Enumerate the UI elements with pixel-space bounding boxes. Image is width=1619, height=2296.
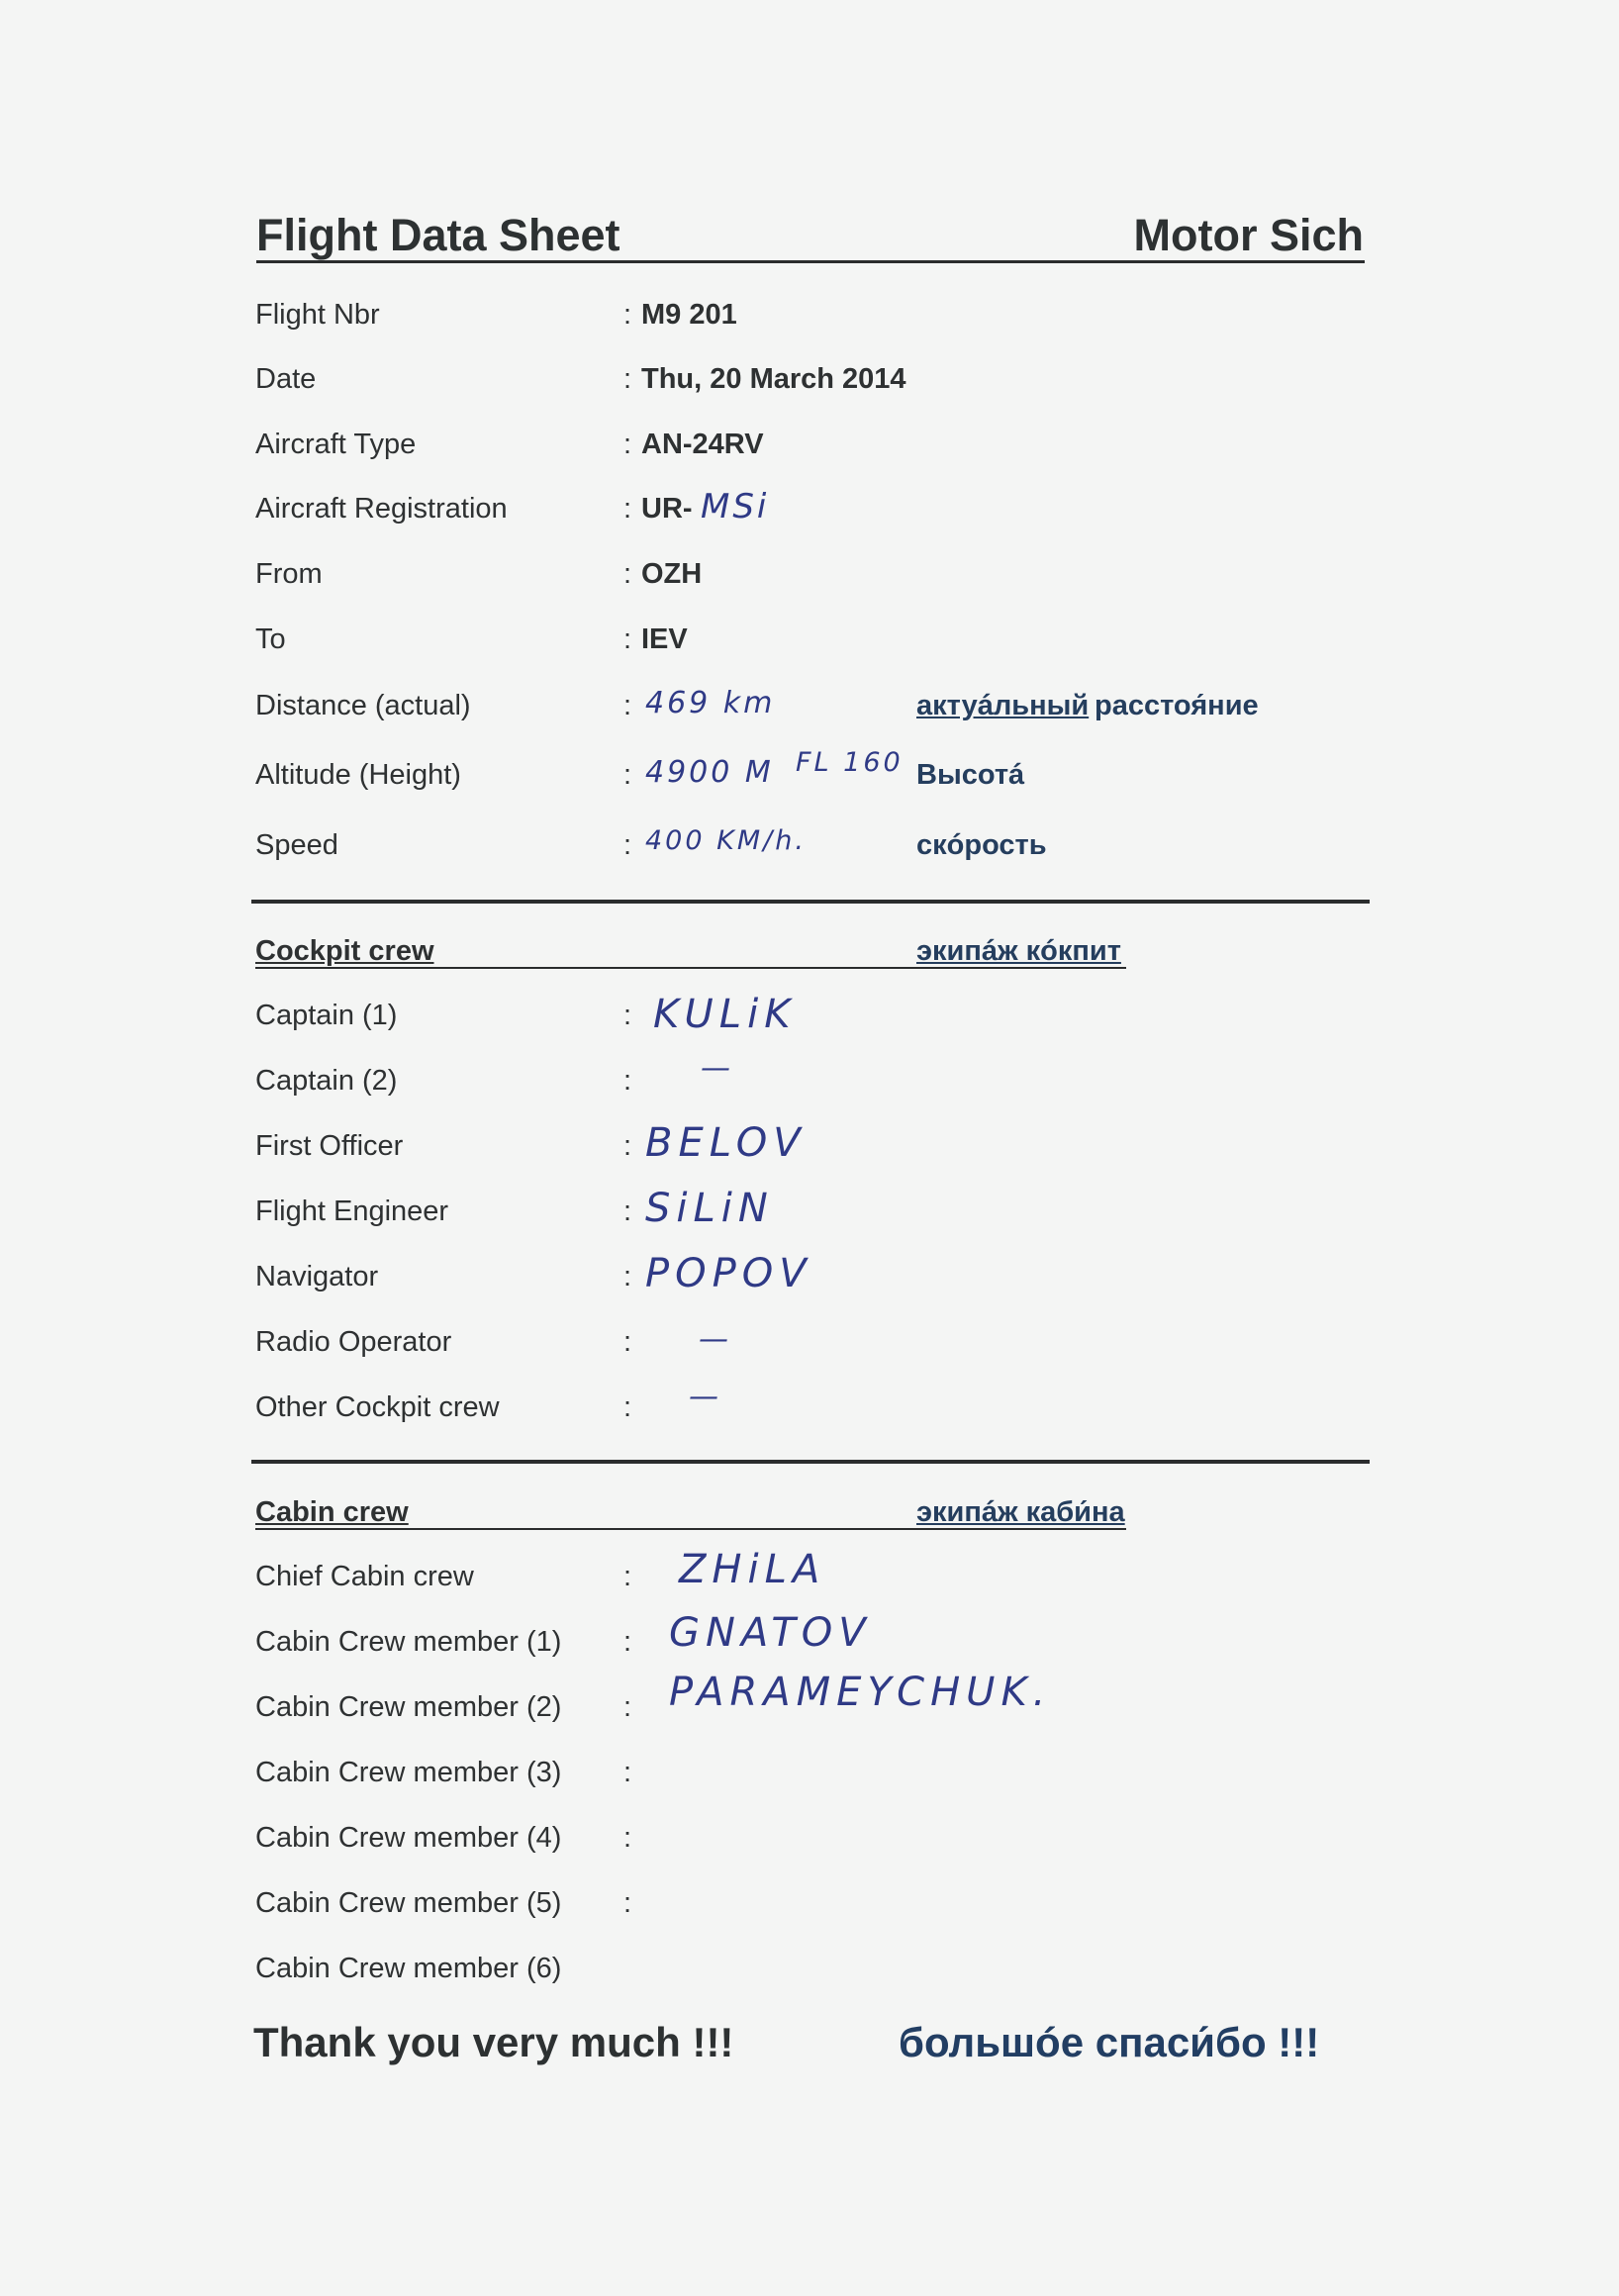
label-from: From (255, 558, 323, 590)
value-from: OZH (641, 558, 703, 590)
brand-name: Motor Sich (1133, 210, 1364, 260)
crew-role: Chief Cabin crew (255, 1561, 474, 1592)
crew-name-handwritten: — (689, 1380, 724, 1414)
crew-name-handwritten: PARAMEYCHUK. (669, 1670, 1052, 1715)
crew-role: Other Cockpit crew (255, 1391, 500, 1423)
thank-you-text: Thank you very much !!! (253, 2019, 734, 2065)
cockpit-crew-heading: Cockpit crew (255, 935, 434, 967)
colon: : (623, 1130, 632, 1162)
crew-role: Cabin Crew member (6) (255, 1953, 562, 1984)
crew-role: Navigator (255, 1261, 379, 1292)
crew-role: Cabin Crew member (3) (255, 1757, 562, 1788)
colon: : (623, 1326, 632, 1358)
colon: : (623, 299, 632, 331)
colon: : (623, 1065, 632, 1097)
ru-speed: скóрость (916, 829, 1047, 861)
header-divider (256, 260, 1365, 263)
label-altitude: Altitude (Height) (255, 759, 461, 791)
crew-name-handwritten: — (699, 1322, 734, 1357)
cabin-crew-heading: Cabin crew (255, 1496, 409, 1528)
handwritten-registration: MSi (701, 487, 770, 526)
section-divider (251, 1460, 1370, 1464)
colon: : (623, 1561, 632, 1592)
cabin-row-member-3 (0, 1757, 1619, 1802)
cockpit-row-other (0, 1380, 1619, 1437)
cockpit-row-captain-1 (0, 992, 1619, 1045)
label-to: To (255, 623, 286, 655)
cabin-crew-heading-ru: экипáж каби́на (916, 1496, 1125, 1528)
colon: : (623, 1626, 632, 1658)
row-aircraft-type (0, 429, 1619, 474)
colon: : (623, 429, 632, 460)
label-aircraft-type: Aircraft Type (255, 429, 417, 460)
cockpit-row-first-officer (0, 1120, 1619, 1176)
cockpit-row-navigator (0, 1251, 1619, 1306)
cabin-row-member-5 (0, 1887, 1619, 1933)
crew-name-handwritten: KULiK (653, 992, 797, 1037)
colon: : (623, 1000, 632, 1031)
crew-role: Cabin Crew member (5) (255, 1887, 562, 1919)
handwritten-altitude: 4900 M (645, 755, 774, 790)
sheet-title: Flight Data Sheet (256, 210, 620, 260)
cabin-row-member-6 (0, 1953, 1619, 1998)
section-divider (251, 900, 1370, 904)
value-registration-prefix: UR- (641, 493, 693, 525)
row-distance (0, 686, 1619, 735)
crew-name-handwritten: GNATOV (669, 1610, 872, 1656)
label-speed: Speed (255, 829, 338, 861)
crew-role: First Officer (255, 1130, 404, 1162)
row-altitude (0, 747, 1619, 805)
colon: : (623, 1391, 632, 1423)
label-distance: Distance (actual) (255, 690, 471, 721)
colon: : (623, 1261, 632, 1292)
crew-role: Captain (2) (255, 1065, 398, 1097)
crew-role: Radio Operator (255, 1326, 452, 1358)
label-flight-nbr: Flight Nbr (255, 299, 380, 331)
colon: : (623, 363, 632, 395)
value-aircraft-type: AN-24RV (641, 429, 764, 460)
label-date: Date (255, 363, 317, 395)
value-date: Thu, 20 March 2014 (641, 363, 906, 395)
colon: : (623, 1196, 632, 1227)
crew-name-handwritten: SiLiN (645, 1186, 774, 1231)
row-speed (0, 825, 1619, 875)
cabin-row-member-2 (0, 1670, 1619, 1737)
colon: : (623, 759, 632, 791)
crew-name-handwritten: BELOV (645, 1120, 807, 1166)
cabin-row-member-4 (0, 1822, 1619, 1867)
crew-role: Cabin Crew member (2) (255, 1691, 562, 1723)
crew-role: Cabin Crew member (4) (255, 1822, 562, 1854)
ru-distance-noun: расстоя́ние (1095, 690, 1259, 721)
colon: : (623, 1691, 632, 1723)
label-aircraft-registration: Aircraft Registration (255, 493, 508, 525)
handwritten-flight-level: FL 160 (796, 747, 904, 778)
colon: : (623, 1887, 632, 1919)
cabin-row-member-1 (0, 1610, 1619, 1672)
colon: : (623, 623, 632, 655)
handwritten-distance: 469 km (645, 686, 776, 720)
crew-role: Flight Engineer (255, 1196, 449, 1227)
colon: : (623, 1822, 632, 1854)
row-to (0, 623, 1619, 669)
value-to: IEV (641, 623, 688, 655)
row-date (0, 363, 1619, 409)
crew-name-handwritten: POPOV (645, 1251, 812, 1296)
row-from (0, 558, 1619, 604)
ru-distance-adjective: актуáльный (916, 690, 1090, 721)
colon: : (623, 690, 632, 721)
ru-altitude: Высотá (916, 759, 1025, 791)
cockpit-crew-heading-ru: экипáж кóкпит (916, 935, 1121, 967)
colon: : (623, 493, 632, 525)
cockpit-row-radio-operator (0, 1322, 1619, 1372)
cabin-row-chief (0, 1547, 1619, 1606)
handwritten-speed: 400 KM/h. (645, 825, 807, 856)
colon: : (623, 558, 632, 590)
thank-you-text-ru: большóе спаси́бо !!! (899, 2019, 1320, 2065)
colon: : (623, 829, 632, 861)
value-flight-nbr: M9 201 (641, 299, 737, 331)
crew-role: Cabin Crew member (1) (255, 1626, 562, 1658)
row-flight-nbr (0, 299, 1619, 344)
row-aircraft-registration (0, 487, 1619, 538)
crew-name-handwritten: ZHiLA (679, 1547, 826, 1592)
crew-name-handwritten: — (701, 1051, 736, 1086)
cockpit-row-captain-2 (0, 1051, 1619, 1110)
colon: : (623, 1757, 632, 1788)
cockpit-row-flight-engineer (0, 1186, 1619, 1241)
crew-role: Captain (1) (255, 1000, 398, 1031)
